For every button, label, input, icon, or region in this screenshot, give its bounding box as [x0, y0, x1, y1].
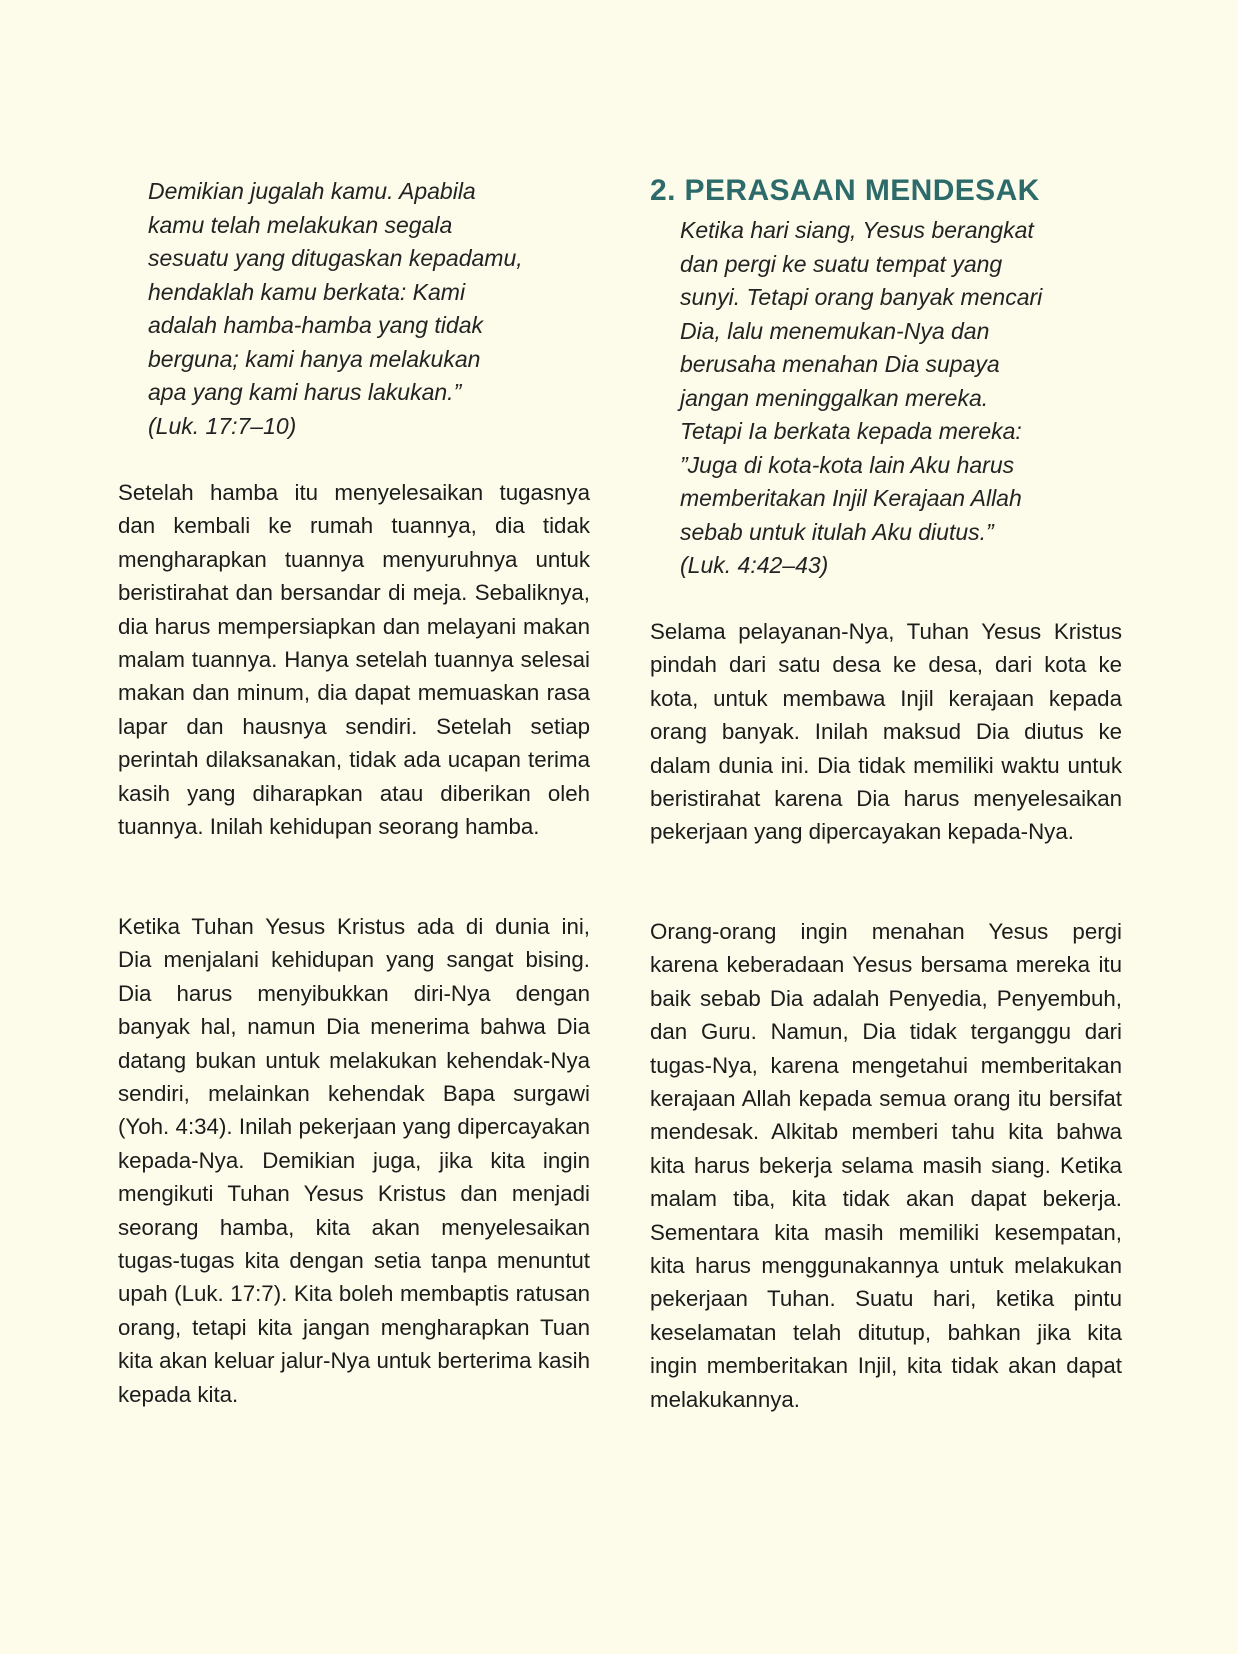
quote-line: berguna; kami hanya melakukan [148, 345, 481, 372]
quote-line: dan pergi ke suatu tempat yang [680, 250, 1003, 277]
scripture-quote [680, 214, 1042, 583]
quote-line: sunyi. Tetapi orang banyak mencari [680, 284, 1043, 310]
quote-line: ”Juga di kota-kota lain Aku harus [680, 451, 1015, 478]
quote-line: berusaha menahan Dia supaya [680, 351, 1000, 377]
quote-line: adalah hamba-hamba yang tidak [148, 312, 484, 338]
body-paragraph: Setelah hamba itu menyelesaikan tugasnya dan kembali ke rumah tuannya, dia tidak mengharapkan tuannya menyuruhnya untuk beristirahat dan bersandar di meja. Sebaliknya, dia harus mempersiapkan dan melayani makan malam tuannya. Hanya setelah tuannya selesai makan dan minum, dia dapat memuaskan rasa lapar dan hausnya sendiri. Setelah setiap perintah dilaksanakan, tidak ada ucapan terima kasih yang diharapkan atau diberikan oleh tuannya. Inilah kehidupan seorang hamba. [118, 480, 590, 840]
quote-reference: (Luk. 17:7–10) [148, 412, 297, 439]
quote-reference: (Luk. 4:42–43) [680, 552, 829, 578]
section-heading: 2. PERASAAN MENDESAK [650, 174, 1040, 207]
quote-line: apa yang kami harus lakukan.” [148, 379, 462, 405]
quote-line: hendaklah kamu berkata: Kami [148, 278, 466, 305]
quote-line: memberitakan Injil Kerajaan Allah [680, 485, 1022, 511]
quote-line: Ketika hari siang, Yesus berangkat [680, 217, 1034, 243]
quote-line: Tetapi Ia berkata kepada mereka: [680, 418, 1022, 444]
body-paragraph: Orang-orang ingin menahan Yesus pergi karena keberadaan Yesus bersama mereka itu baik sebab Dia adalah Penyedia, Penyembuh, dan Guru. Namun, Dia tidak terganggu dari tugas-Nya, karena mengetahui memberitakan kerajaan Allah kepada semua orang itu bersifat mendesak. Alkitab memberi tahu kita bahwa kita harus bekerja selama masih siang. Ketika malam tiba, kita tidak akan dapat bekerja. Sementara kita masih memiliki kesempatan, kita harus menggunakannya untuk melakukan pekerjaan Tuhan. Suatu hari, ketika pintu keselamatan telah ditutup, bahkan jika kita ingin memberitakan Injil, kita tidak akan dapat melakukannya. [650, 919, 1122, 1412]
scripture-quote [148, 175, 523, 443]
quote-line: sebab untuk itulah Aku diutus.” [680, 518, 994, 545]
body-paragraph: Selama pelayanan-Nya, Tuhan Yesus Kristus pindah dari satu desa ke desa, dari kota ke kota, untuk membawa Injil kerajaan kepada orang banyak. Inilah maksud Dia diutus ke dalam dunia ini. Dia tidak memiliki waktu untuk beristirahat karena Dia harus menyelesaikan pekerjaan yang dipercayakan kepada-Nya. [650, 619, 1122, 845]
quote-line: Demikian jugalah kamu. Apabila [148, 178, 476, 204]
body-paragraph: Ketika Tuhan Yesus Kristus ada di dunia ini, Dia menjalani kehidupan yang sangat bising. Dia harus menyibukkan diri-Nya dengan banyak hal, namun Dia menerima bahwa Dia datang bukan untuk melakukan kehendak-Nya sendiri, melainkan kehendak Bapa surgawi (Yoh. 4:34). Inilah pekerjaan yang dipercayakan kepada-Nya. Demikian juga, jika kita ingin mengikuti Tuhan Yesus Kristus dan menjadi seorang hamba, kita akan menyelesaikan tugas-tugas kita dengan setia tanpa menuntut upah (Luk. 17:7). Kita boleh membaptis ratusan orang, tetapi kita jangan mengharapkan Tuan kita akan keluar jalur-Nya untuk berterima kasih kepada kita. [118, 914, 590, 1407]
quote-line: jangan meninggalkan mereka. [680, 384, 989, 411]
quote-line: Dia, lalu menemukan-Nya dan [680, 317, 990, 344]
quote-line: sesuatu yang ditugaskan kepadamu, [148, 245, 523, 271]
quote-line: kamu telah melakukan segala [148, 211, 453, 238]
